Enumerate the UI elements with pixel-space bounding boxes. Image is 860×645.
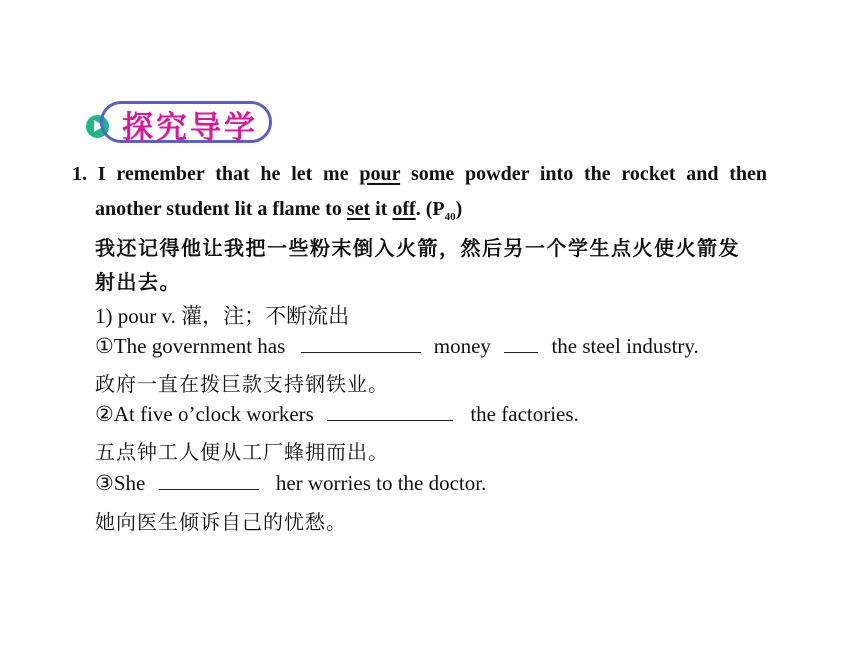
section-title: 探究导学 <box>122 110 258 146</box>
keyword-off: off <box>392 198 416 220</box>
exercise-text: her worries to the doctor. <box>275 471 487 495</box>
exercise-text: the steel industry. <box>551 334 699 358</box>
exercise-2 <box>95 402 579 427</box>
item-number: 1. <box>72 163 87 185</box>
exercise-3 <box>95 471 486 496</box>
exercise-text: the factories. <box>470 402 579 426</box>
exercise-2-translation: 五点钟工人便从工厂蜂拥而出。 <box>95 440 389 464</box>
exercise-number: ② <box>95 402 114 426</box>
definition: 1) pour v. 灌，注；不断流出 <box>95 304 350 328</box>
sentence-text: it <box>375 198 388 220</box>
exercise-number: ③ <box>95 471 114 495</box>
exercise-3-translation: 她向医生倾诉自己的忧愁。 <box>95 510 347 534</box>
page-ref: . $(P_{40})$ <box>415 198 463 223</box>
exercise-1 <box>95 334 699 359</box>
exercise-text: money <box>433 334 491 358</box>
exercise-1-translation: 政府一直在拨巨款支持钢铁业。 <box>95 372 389 396</box>
sentence-line-2 <box>95 198 462 223</box>
exercise-text: She <box>113 471 146 495</box>
translation-line-1: 我还记得他让我把一些粉末倒入火箭，然后另一个学生点火使火箭发 <box>95 236 740 260</box>
translation-line-2: 射出去。 <box>95 270 181 294</box>
keyword-set: set <box>346 198 371 220</box>
answer-blank[interactable] <box>159 471 259 490</box>
exercise-text: At five o’clock workers <box>113 402 314 426</box>
sentence-line-1 <box>72 163 767 186</box>
sentence-text: another student lit a flame to <box>95 198 342 220</box>
exercise-number: ① <box>95 334 114 358</box>
answer-blank[interactable] <box>504 334 538 353</box>
sentence-text: I remember that he let me <box>97 163 349 185</box>
sentence-text: some powder into the rocket and then <box>410 163 768 185</box>
answer-blank[interactable] <box>301 334 421 353</box>
answer-blank[interactable] <box>327 402 453 421</box>
exercise-text: The government has <box>113 334 286 358</box>
keyword-pour: pour <box>359 163 401 185</box>
